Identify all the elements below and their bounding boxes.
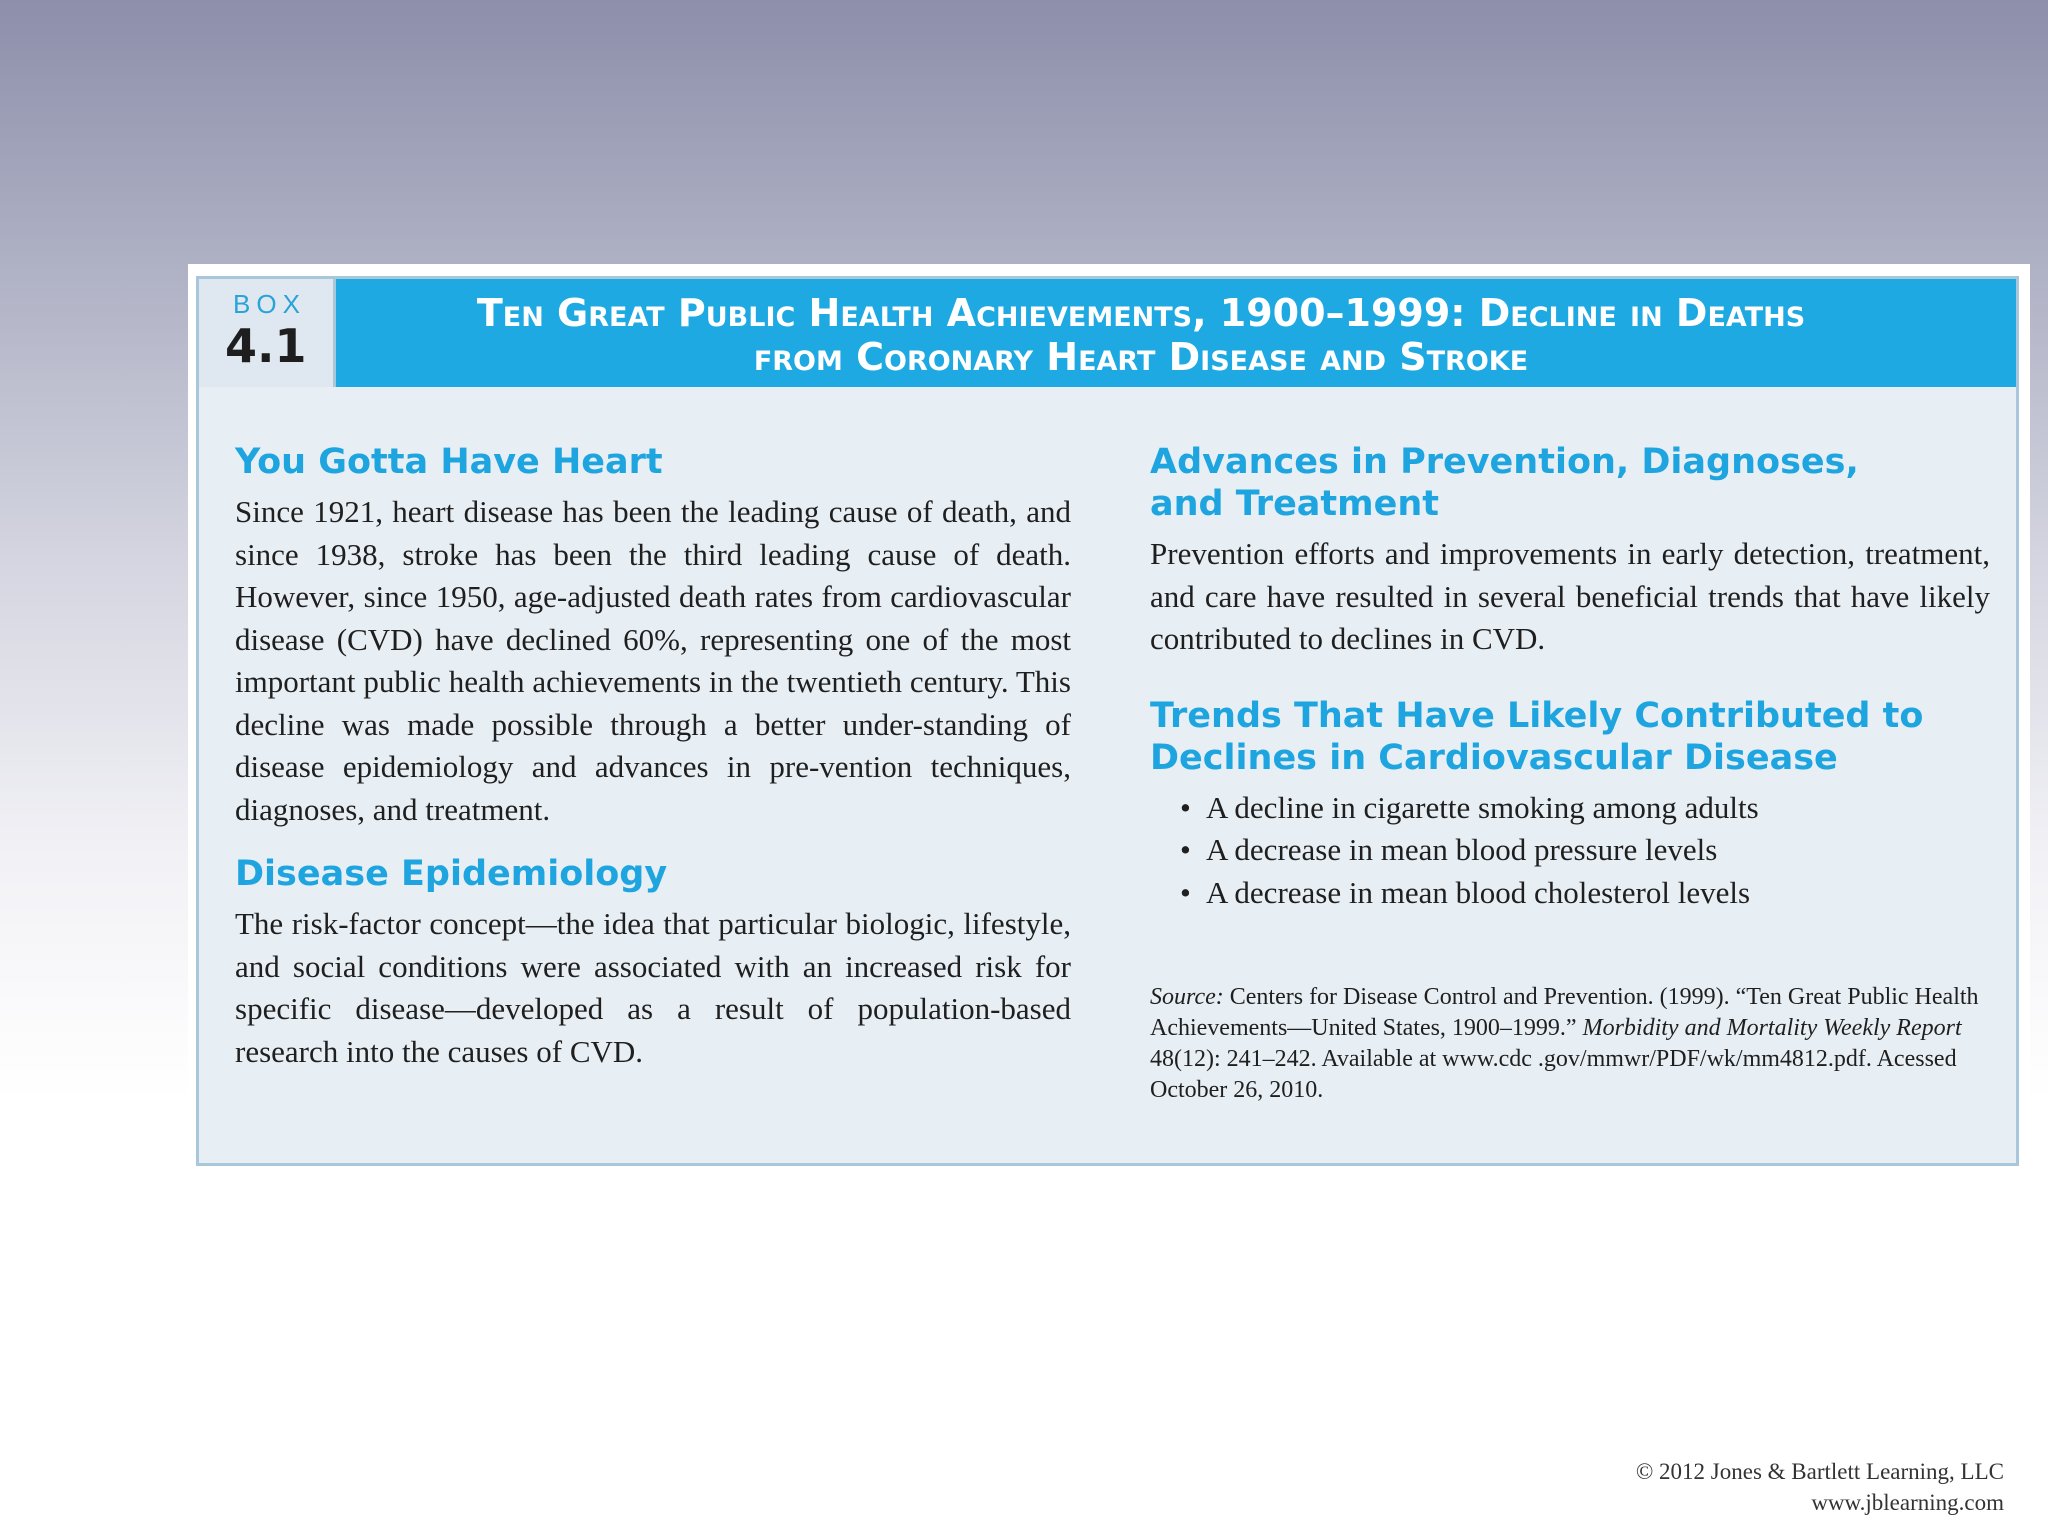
heading-advances-line-1: Advances in Prevention, Diagnoses, xyxy=(1150,442,1859,482)
paragraph-advances: Prevention efforts and improvements in early detection, treatment, and care have resulted in several beneficial trends that have likely contributed to declines in CVD. xyxy=(1150,536,1990,656)
heading-advances-line-2: and Treatment xyxy=(1150,484,1440,524)
trends-list xyxy=(1150,787,1990,915)
bullet-icon: • xyxy=(1180,789,1191,825)
website-text: www.jblearning.com xyxy=(1811,1490,2004,1515)
paragraph-heart-disease: Since 1921, heart disease has been the leading cause of death, and since 1938, stroke has been the third leading cause of death. However, since 1950, age-adjusted death rates from cardiovascular disease (CVD) have declined 60%, representing one of the most important public health achievements in the twentieth century. This decline was made possible through a better under-standing of disease epidemiology and advances in pre-vention techniques, diagnoses, and treatment. xyxy=(235,494,1071,827)
box-label xyxy=(199,279,336,387)
footer xyxy=(1636,1456,2004,1518)
left-column xyxy=(235,441,1071,1073)
heading-trends-line-2: Declines in Cardiovascular Disease xyxy=(1150,737,1838,778)
box-number: 4.1 xyxy=(225,319,307,373)
box-title xyxy=(336,291,2016,379)
list-item: • A decline in cigarette smoking among adults xyxy=(1180,787,1990,830)
bullet-icon: • xyxy=(1180,832,1191,867)
heading-trends-line-1: Trends That Have Likely Contributed to xyxy=(1150,695,1924,736)
source-text-2: 48(12): 241–242. Available at www.cdc .gov/mmwr/PDF/wk/mm4812.pdf. Acessed October 26, 2010. xyxy=(1150,1046,1957,1103)
heading-trends xyxy=(1150,695,1990,779)
heading-advances xyxy=(1150,441,1990,525)
heading-disease-epidemiology: Disease Epidemiology xyxy=(235,854,668,894)
source-citation xyxy=(1150,982,1990,1106)
content-box xyxy=(196,276,2019,1166)
heading-you-gotta-have-heart: You Gotta Have Heart xyxy=(235,442,663,482)
box-title-line-2: from Coronary Heart Disease and Stroke xyxy=(753,335,1529,379)
bullet-icon: • xyxy=(1180,874,1191,910)
box-header xyxy=(199,279,2016,387)
list-item: • A decrease in mean blood pressure levels xyxy=(1180,829,1990,872)
box-title-line-1: Ten Great Public Health Achievements, 1900–1999: Decline in Deaths xyxy=(476,291,1806,335)
list-item: • A decrease in mean blood cholesterol levels xyxy=(1180,872,1990,915)
right-column xyxy=(1150,441,1990,1106)
copyright-text: © 2012 Jones & Bartlett Learning, LLC xyxy=(1635,1459,2004,1484)
source-label: Source: xyxy=(1150,984,1224,1010)
source-journal: Morbidity and Mortality Weekly Report xyxy=(1582,1015,1962,1041)
box-word: BOX xyxy=(233,289,306,319)
source-text-1: Centers for Disease Control and Prevention. (1999). “Ten Great Public Health Achievements—United States, 1900–1999.” xyxy=(1150,984,1979,1041)
paragraph-epidemiology: The risk-factor concept—the idea that particular biologic, lifestyle, and social conditions were associated with an increased risk for specific disease—developed as a result of population-based research into the causes of CVD. xyxy=(235,906,1071,1069)
